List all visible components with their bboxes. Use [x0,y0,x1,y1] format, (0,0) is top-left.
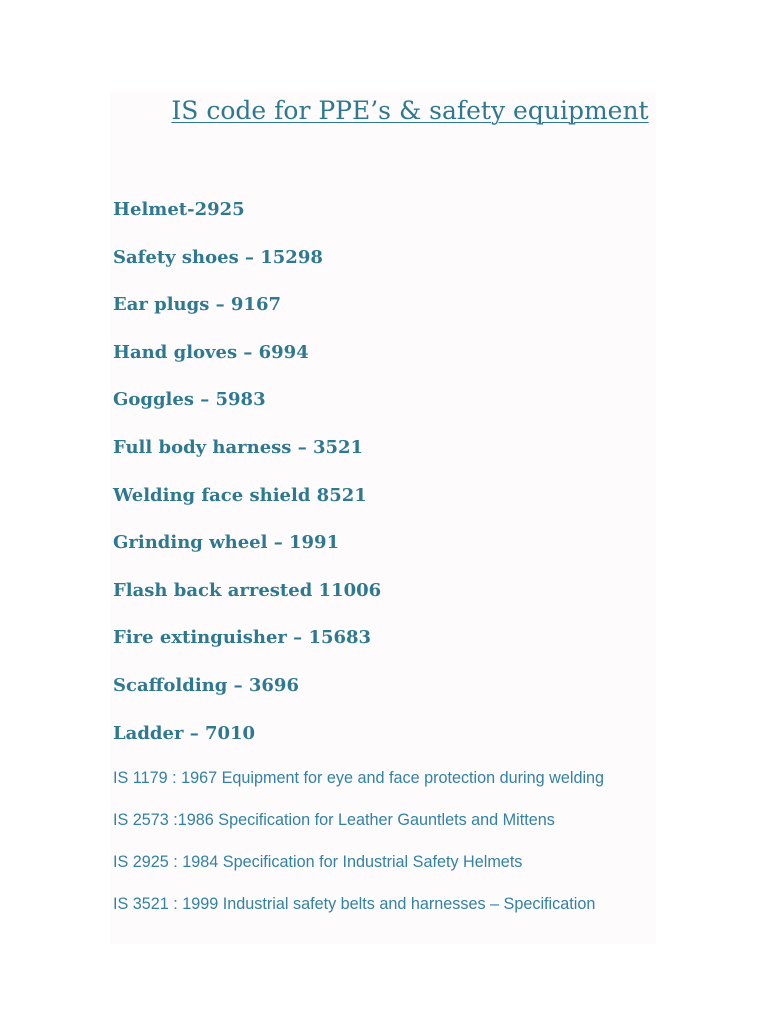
list-item-ear-plugs: Ear plugs – 9167 [113,294,281,316]
list-item-helmet: Helmet-2925 [113,199,245,220]
list-item-goggles: Goggles – 5983 [113,389,266,411]
equipment-code-list [113,196,381,767]
standard-item-is-1179: IS 1179 : 1967 Equipment for eye and face protection during welding [113,769,605,787]
list-item-safety-shoes: Safety shoes – 15298 [113,246,323,268]
list-item-grinding-wheel: Grinding wheel – 1991 [113,532,340,554]
list-item-scaffolding: Scaffolding – 3696 [113,674,299,696]
list-item-ladder: Ladder – 7010 [113,722,256,744]
list-item-welding-face-shield: Welding face shield 8521 [113,484,367,506]
list-item-fire-extinguisher: Fire extinguisher – 15683 [113,627,372,649]
list-item-hand-gloves: Hand gloves – 6994 [113,341,309,363]
list-item-flash-back-arrester: Flash back arrested 11006 [113,579,382,601]
standards-list [113,766,604,934]
standard-item-is-2925: IS 2925 : 1984 Specification for Industrial Safety Helmets [113,853,523,871]
page-title: IS code for PPE’s & safety equipment [171,96,649,125]
list-item-full-body-harness: Full body harness – 3521 [113,436,364,458]
standard-item-is-3521: IS 3521 : 1999 Industrial safety belts and harnesses – Specification [113,895,596,913]
standard-item-is-2573: IS 2573 :1986 Specification for Leather Gauntlets and Mittens [113,811,555,829]
